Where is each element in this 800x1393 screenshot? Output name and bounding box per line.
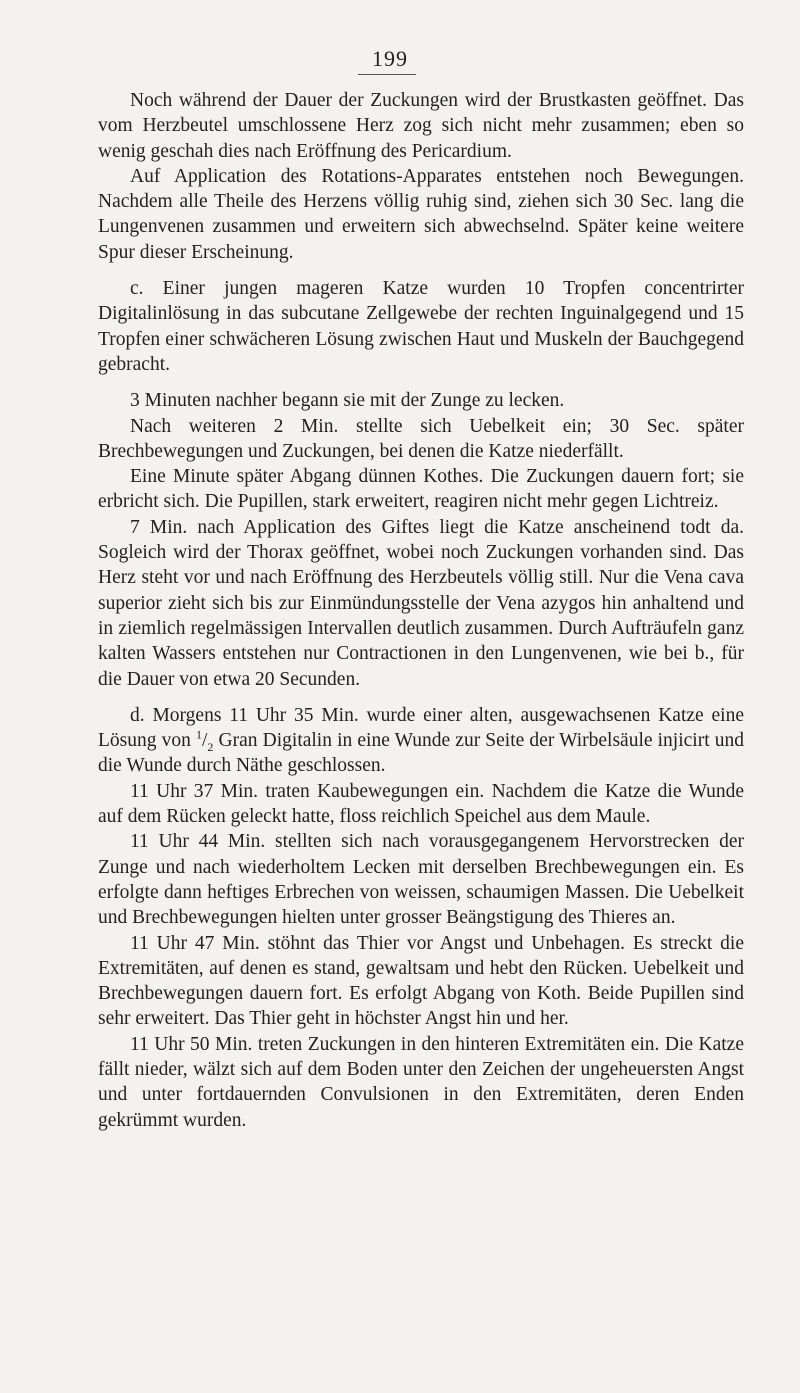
paragraph: Nach weiteren 2 Min. stellte sich Uebelkeit ein; 30 Sec. später Brechbewegungen und Zuckungen, bei denen die Katze niederfällt. (98, 415, 744, 462)
paragraph: 11 Uhr 44 Min. stellten sich nach vorausgegangenem Hervorstrecken der Zunge und nach wiederholtem Lecken mit derselben Brechbewegungen ein. Es erfolgte dann heftiges Erbrechen von weissen, schaumigen Massen. Die Uebelkeit und Brechbewegungen hielten unter grosser Beängstigung des Thieres an. (98, 831, 744, 929)
paragraph: 11 Uhr 37 Min. traten Kaubewegungen ein. Nachdem die Katze die Wunde auf dem Rücken geleckt hatte, floss reichlich Speichel aus dem Maule. (98, 780, 744, 828)
page-number-rule (358, 74, 416, 75)
paragraph: 3 Minuten nachher begann sie mit der Zunge zu lecken. (130, 390, 565, 412)
paragraph: Eine Minute später Abgang dünnen Kothes. Die Zuckungen dauern fort; sie erbricht sich. Die Pupillen, stark erweitert, reagiren nicht mehr gegen Lichtreiz. (98, 466, 744, 513)
fraction-numerator: 1 (196, 727, 202, 742)
paragraph-text: d. Morgens 11 Uhr 35 Min. wurde einer alten, ausgewachsenen Katze eine Lösung von (98, 704, 744, 752)
paragraph: 7 Min. nach Application des Giftes liegt die Katze anscheinend todt da. Sogleich wird der Thorax geöffnet, wobei noch Zuckungen vorhanden sind. Das Herz steht vor und nach Eröffnung des Herzbeutels völlig still. Nur die Vena cava superior zieht sich bis zur Einmündungsstelle der Vena azygos hin anhaltend und in ziemlich regelmässigen Intervallen deutlich zusammen. Durch Aufträufeln ganz kalten Wassers entstehen nur Contractionen in den Lungenvenen, wie bei b., für die Dauer von etwa 20 Secunden. (98, 516, 744, 690)
paragraph: 11 Uhr 50 Min. treten Zuckungen in den hinteren Extremitäten ein. Die Katze fällt nieder, wälzt sich auf dem Boden unter den Zeichen der ungeheuersten Angst und unter fortdauernden Convulsionen in den Extremitäten, deren Enden gekrümmt wurden. (98, 1033, 744, 1131)
paragraph: Noch während der Dauer der Zuckungen wird der Brustkasten geöffnet. Das vom Herzbeutel umschlossene Herz zog sich nicht mehr zusammen; eben so wenig geschah dies nach Eröffnung des Pericardium. (98, 90, 744, 162)
paragraph: 11 Uhr 47 Min. stöhnt das Thier vor Angst und Unbehagen. Es streckt die Extremitäten, auf denen es stand, gewaltsam und hebt den Rücken. Uebelkeit und Brechbewegungen dauern fort. Es erfolgt Abgang von Koth. Beide Pupillen sind sehr erweitert. Das Thier geht in höchster Angst hin und her. (98, 932, 744, 1030)
text-body (98, 88, 744, 1133)
paragraph: c. Einer jungen mageren Katze wurden 10 Tropfen concentrirter Digitalinlösung in das subcutane Zellgewebe der rechten Inguinalgegend und 15 Tropfen einer schwächeren Lösung zwischen Haut und Muskeln der Bauchgegend gebracht. (98, 278, 744, 375)
fraction-denominator: 2 (207, 740, 214, 755)
paragraph: Auf Application des Rotations-Apparates entstehen noch Bewegungen. Nachdem alle Theile des Herzens völlig ruhig sind, ziehen sich 30 Sec. lang die Lungenvenen zusammen und erweitern sich abwechselnd. Später keine weitere Spur dieser Erscheinung. (98, 165, 744, 263)
paragraph-text: Gran Digitalin in eine Wunde zur Seite der Wirbelsäule injicirt und die Wunde durch Näthe geschlossen. (98, 730, 744, 777)
page-number: 199 (372, 46, 408, 71)
paragraph: d. Morgens 11 Uhr 35 Min. wurde einer alten, ausgewachsenen Katze eine Lösung von $^1/_2$ Gran Digitalin in eine Wunde zur Seite der Wirbelsäule injicirt und die Wunde durch Näthe geschlossen. (98, 704, 744, 777)
